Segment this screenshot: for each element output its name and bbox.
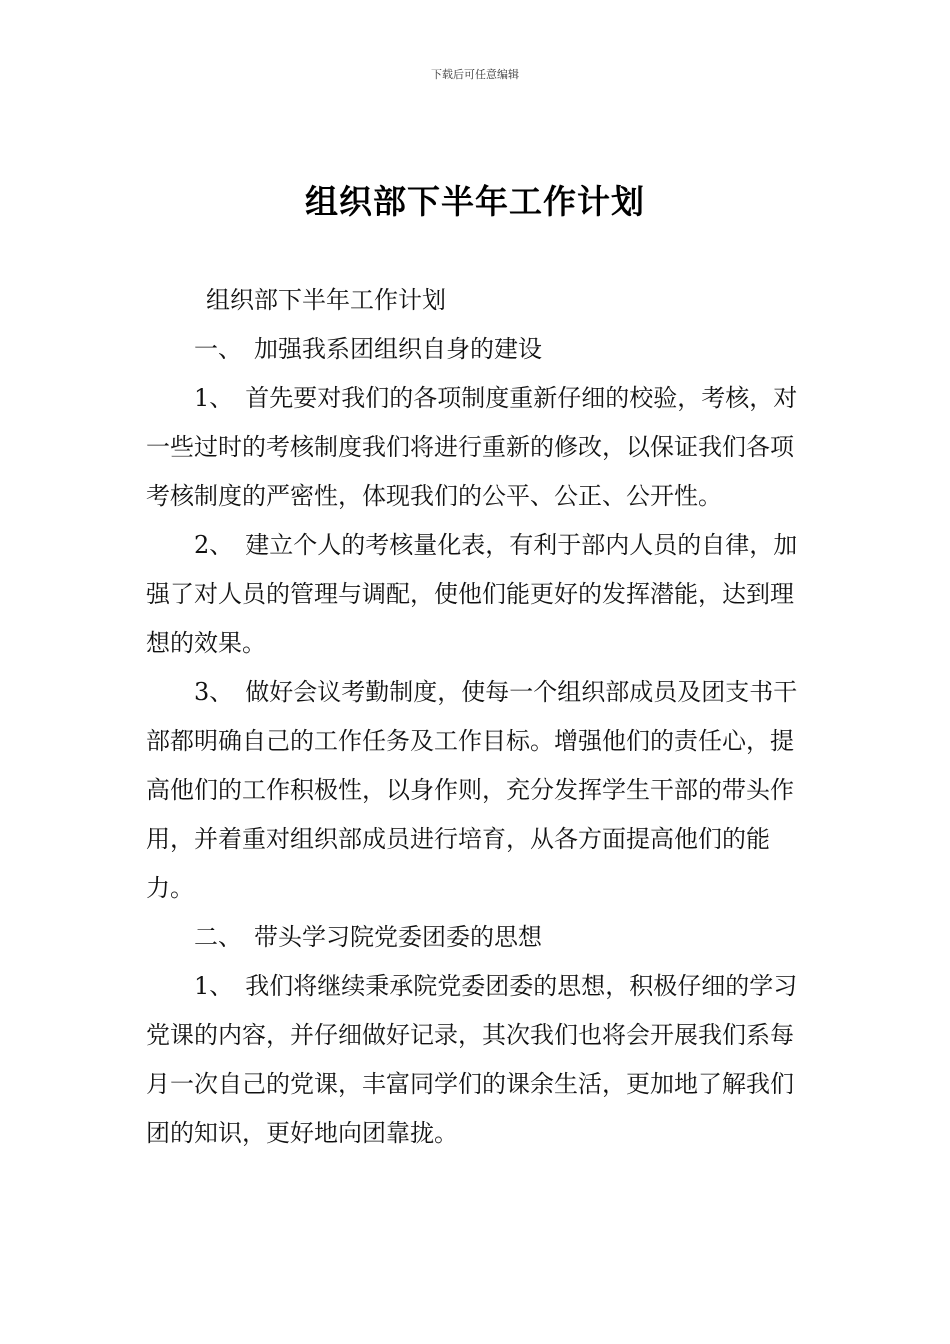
paragraph-text: 首先要对我们的各项制度重新仔细的校验，考核，对一些过时的考核制度我们将进行重新的修改，以保证我们各项考核制度的严密性，体现我们的公平、公正、公开性。 (146, 384, 798, 510)
paragraph-number: 1、 (194, 972, 234, 1000)
paragraph-text: 组织部下半年工作计划 (206, 286, 446, 314)
paragraph (146, 521, 816, 668)
paragraph-number: 3、 (194, 678, 234, 706)
paragraph-text: 加强我系团组织自身的建设 (254, 335, 542, 363)
paragraph-text: 我们将继续秉承院党委团委的思想，积极仔细的学习党课的内容，并仔细做好记录，其次我们也将会开展我们系每月一次自己的党课，丰富同学们的课余生活，更加地了解我们团的知识，更好地向团靠拢。 (146, 972, 798, 1147)
section-heading (146, 325, 816, 374)
paragraph (146, 276, 816, 325)
paragraph-number: 2、 (194, 531, 234, 559)
document-body (146, 276, 816, 1158)
paragraph-number: 二、 (194, 923, 242, 951)
paragraph (146, 374, 816, 521)
paragraph-number: 1、 (194, 384, 234, 412)
header-note: 下载后可任意编辑 (431, 68, 519, 81)
section-heading (146, 913, 816, 962)
document-title: 组织部下半年工作计划 (305, 182, 645, 221)
paragraph (146, 668, 816, 913)
paragraph-text: 做好会议考勤制度，使每一个组织部成员及团支书干部都明确自己的工作任务及工作目标。增强他们的责任心，提高他们的工作积极性，以身作则，充分发挥学生干部的带头作用，并着重对组织部成员进行培育，从各方面提高他们的能力。 (146, 678, 798, 902)
paragraph (146, 962, 816, 1158)
paragraph-number: 一、 (194, 335, 242, 363)
paragraph-text: 建立个人的考核量化表，有利于部内人员的自律，加强了对人员的管理与调配，使他们能更好的发挥潜能，达到理想的效果。 (146, 531, 798, 657)
paragraph-text: 带头学习院党委团委的思想 (254, 923, 542, 951)
